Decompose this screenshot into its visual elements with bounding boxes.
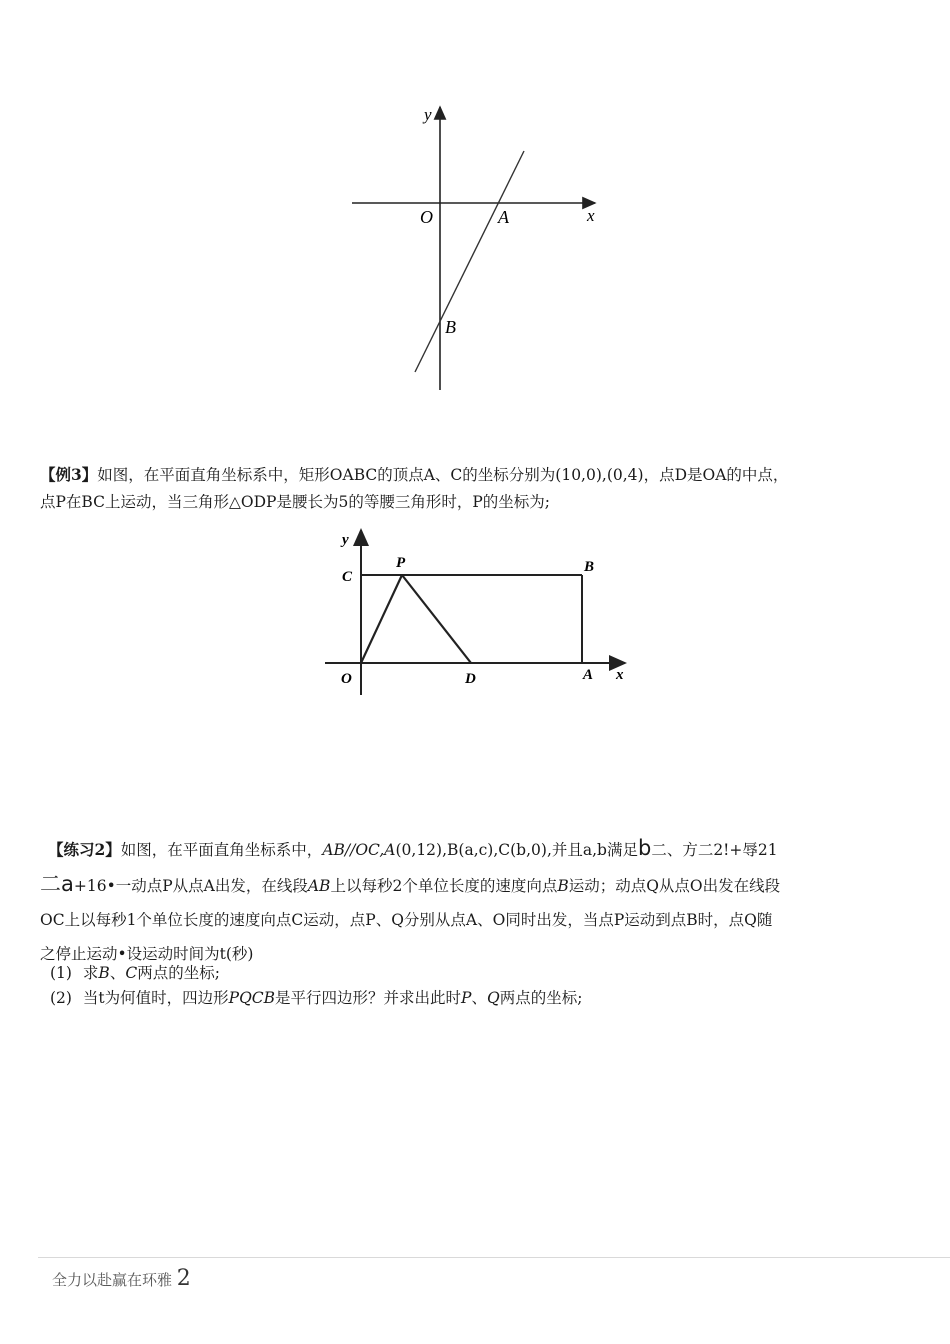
exercise-2-tag: 【练习2】 xyxy=(48,840,121,859)
question-1-point-b: B xyxy=(98,964,110,982)
example-3-paragraph xyxy=(40,461,920,516)
question-1-text-e: 两点的坐标; xyxy=(137,964,220,982)
exercise-2-line1-b: AB//OC,A xyxy=(322,841,396,859)
segment-op xyxy=(361,575,402,663)
question-2-number: (2) xyxy=(50,989,72,1007)
figure-rectangle-oabc xyxy=(320,525,640,700)
question-1-text-a: 求 xyxy=(82,964,99,982)
question-2-sep: 、 xyxy=(471,989,487,1007)
example-3-text-2: 点P在BC上运动，当三角形△ODP是腰长为5的等腰三角形时，P的坐标为; xyxy=(40,493,550,511)
question-2-text-g: 两点的坐标; xyxy=(499,989,583,1007)
footer-text: 全力以赴赢在环雅 xyxy=(52,1271,173,1289)
exercise-2-line1-a: 如图，在平面直角坐标系中， xyxy=(120,841,323,859)
label-o: O xyxy=(420,207,433,227)
exercise-2-line2-g: 运动；动点Q从点O出发在线段 xyxy=(568,877,781,895)
footer xyxy=(52,1266,191,1291)
question-2-point-p: P xyxy=(461,989,472,1007)
exercise-2-paragraph xyxy=(40,831,920,971)
figure-line-ab xyxy=(340,95,610,395)
exercise-2-line4: 之停止运动•设运动时间为t(秒) xyxy=(40,945,254,963)
line-ab xyxy=(415,151,524,372)
question-1-number: (1) xyxy=(50,964,72,982)
page-number: 2 xyxy=(176,1266,191,1291)
label-x: x xyxy=(587,206,595,225)
footer-divider xyxy=(38,1257,950,1258)
label-o: O xyxy=(341,671,352,687)
exercise-2-line2-d: AB xyxy=(307,877,331,895)
example-3-text-1: 如图，在平面直角坐标系中，矩形OABC的顶点A、C的坐标分别为(10,0),(0,4)，点D是OA的中点， xyxy=(97,466,789,484)
label-x: x xyxy=(616,667,624,683)
exercise-2-line1-e: 二、方二2!+辱21 xyxy=(651,841,778,859)
question-1-sep: 、 xyxy=(109,964,126,982)
exercise-2-line2-e: 上以每秒2个单位长度的速度向点 xyxy=(330,877,558,895)
label-b: B xyxy=(584,559,595,575)
label-d: D xyxy=(465,671,476,687)
question-2-point-q: Q xyxy=(487,989,500,1007)
segment-pd xyxy=(402,575,471,663)
label-p: P xyxy=(396,555,406,571)
question-2 xyxy=(50,986,582,1010)
label-c: C xyxy=(342,569,353,585)
exercise-2-line3: OC上以每秒1个单位长度的速度向点C运动，点P、Q分别从点A、O同时出发，当点P运动到点B时，点Q随 xyxy=(40,911,773,929)
exercise-2-line1-c: (0,12),B(a,c),C(b,0),并且a,b满足 xyxy=(395,841,638,859)
question-2-quad: PQCB xyxy=(228,989,276,1007)
exercise-2-line2-b: a xyxy=(61,872,74,896)
question-2-text-a: 当t为何值时，四边形 xyxy=(82,989,229,1007)
label-y: y xyxy=(424,105,432,124)
label-a: A xyxy=(498,207,509,227)
question-1 xyxy=(50,961,220,985)
label-y: y xyxy=(342,532,349,548)
question-1-point-c: C xyxy=(125,964,138,982)
exercise-2-line1-d: b xyxy=(637,836,652,860)
example-3-tag: 【例3】 xyxy=(40,465,98,484)
exercise-2-line2-a: 二 xyxy=(40,872,61,896)
question-2-text-c: 是平行四边形？并求出此时 xyxy=(275,989,462,1007)
label-a: A xyxy=(583,667,594,683)
label-b: B xyxy=(445,317,456,337)
exercise-2-line2-f: B xyxy=(557,877,569,895)
exercise-2-line2-c: +16•一动点P从点A出发，在线段 xyxy=(73,877,308,895)
